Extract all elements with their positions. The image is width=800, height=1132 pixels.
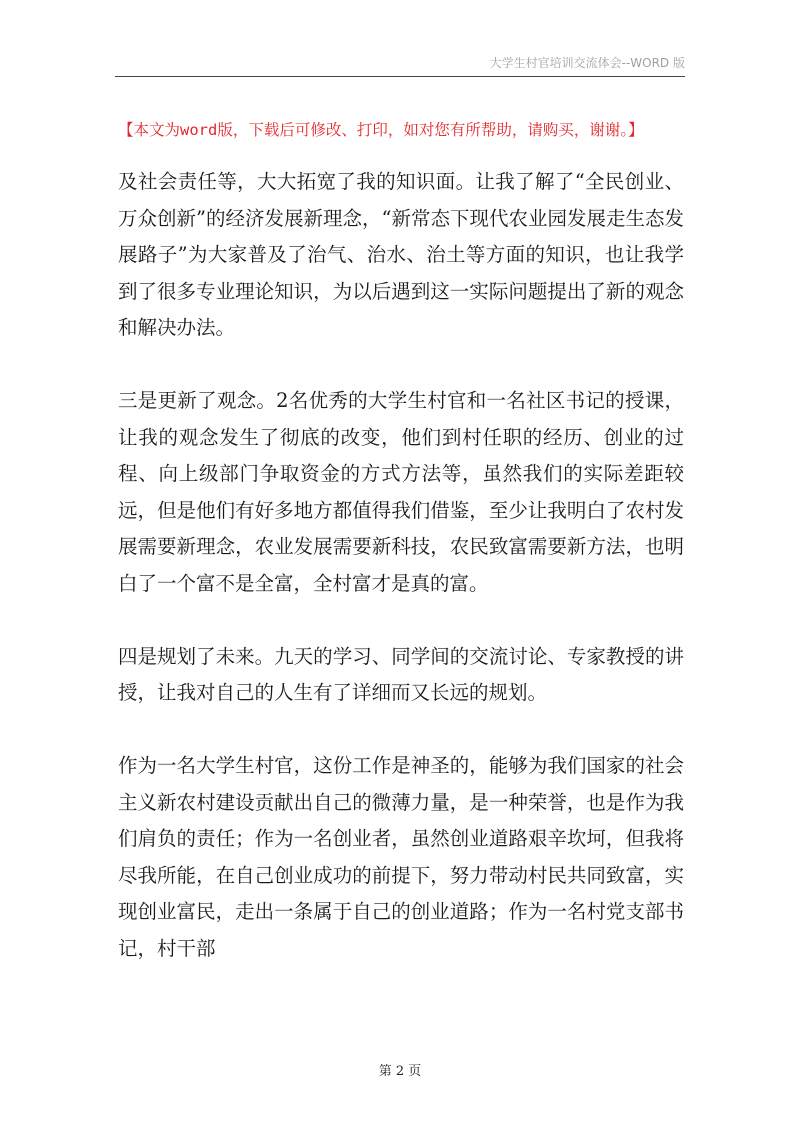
paragraph-2: 三是更新了观念。2名优秀的大学生村官和一名社区书记的授课，让我的观念发生了彻底的改变，他们到村任职的经历、创业的过程、向上级部门争取资金的方式方法等，虽然我们的实际差距较远，但是他们有好多地方都值得我们借鉴，至少让我明白了农村发展需要新理念，农业发展需要新科技，农民致富需要新方法，也明白了一个富不是全富，全村富才是真的富。	[118, 389, 684, 595]
paragraph-1: 及社会责任等，大大拓宽了我的知识面。让我了解了“全民创业、万众创新”的经济发展新理念，“新常态下现代农业园发展走生态发展路子”为大家普及了治气、治水、治土等方面的知识，也让我学到了很多专业理论知识，为以后遇到这一实际问题提出了新的观念和解决办法。	[118, 170, 684, 339]
download-notice: 【本文为word版，下载后可修改、打印，如对您有所帮助，请购买，谢谢。】	[118, 121, 644, 139]
page-header	[115, 50, 685, 77]
paragraph-3: 四是规划了未来。九天的学习、同学间的交流讨论、专家教授的讲授，让我对自己的人生有了详细而又长远的规划。	[118, 644, 684, 704]
page-number: 第 2 页	[378, 1064, 422, 1079]
header-title: 大学生村官培训交流体会--WORD 版	[489, 56, 685, 70]
document-body	[118, 164, 684, 967]
paragraph-4: 作为一名大学生村官，这份工作是神圣的，能够为我们国家的社会主义新农村建设贡献出自己的微薄力量，是一种荣誉，也是作为我们肩负的责任；作为一名创业者，虽然创业道路艰辛坎坷，但我将尽我所能，在自己创业成功的前提下，努力带动村民共同致富，实现创业富民，走出一条属于自己的创业道路；作为一名村党支部书记，村干部	[118, 754, 684, 960]
